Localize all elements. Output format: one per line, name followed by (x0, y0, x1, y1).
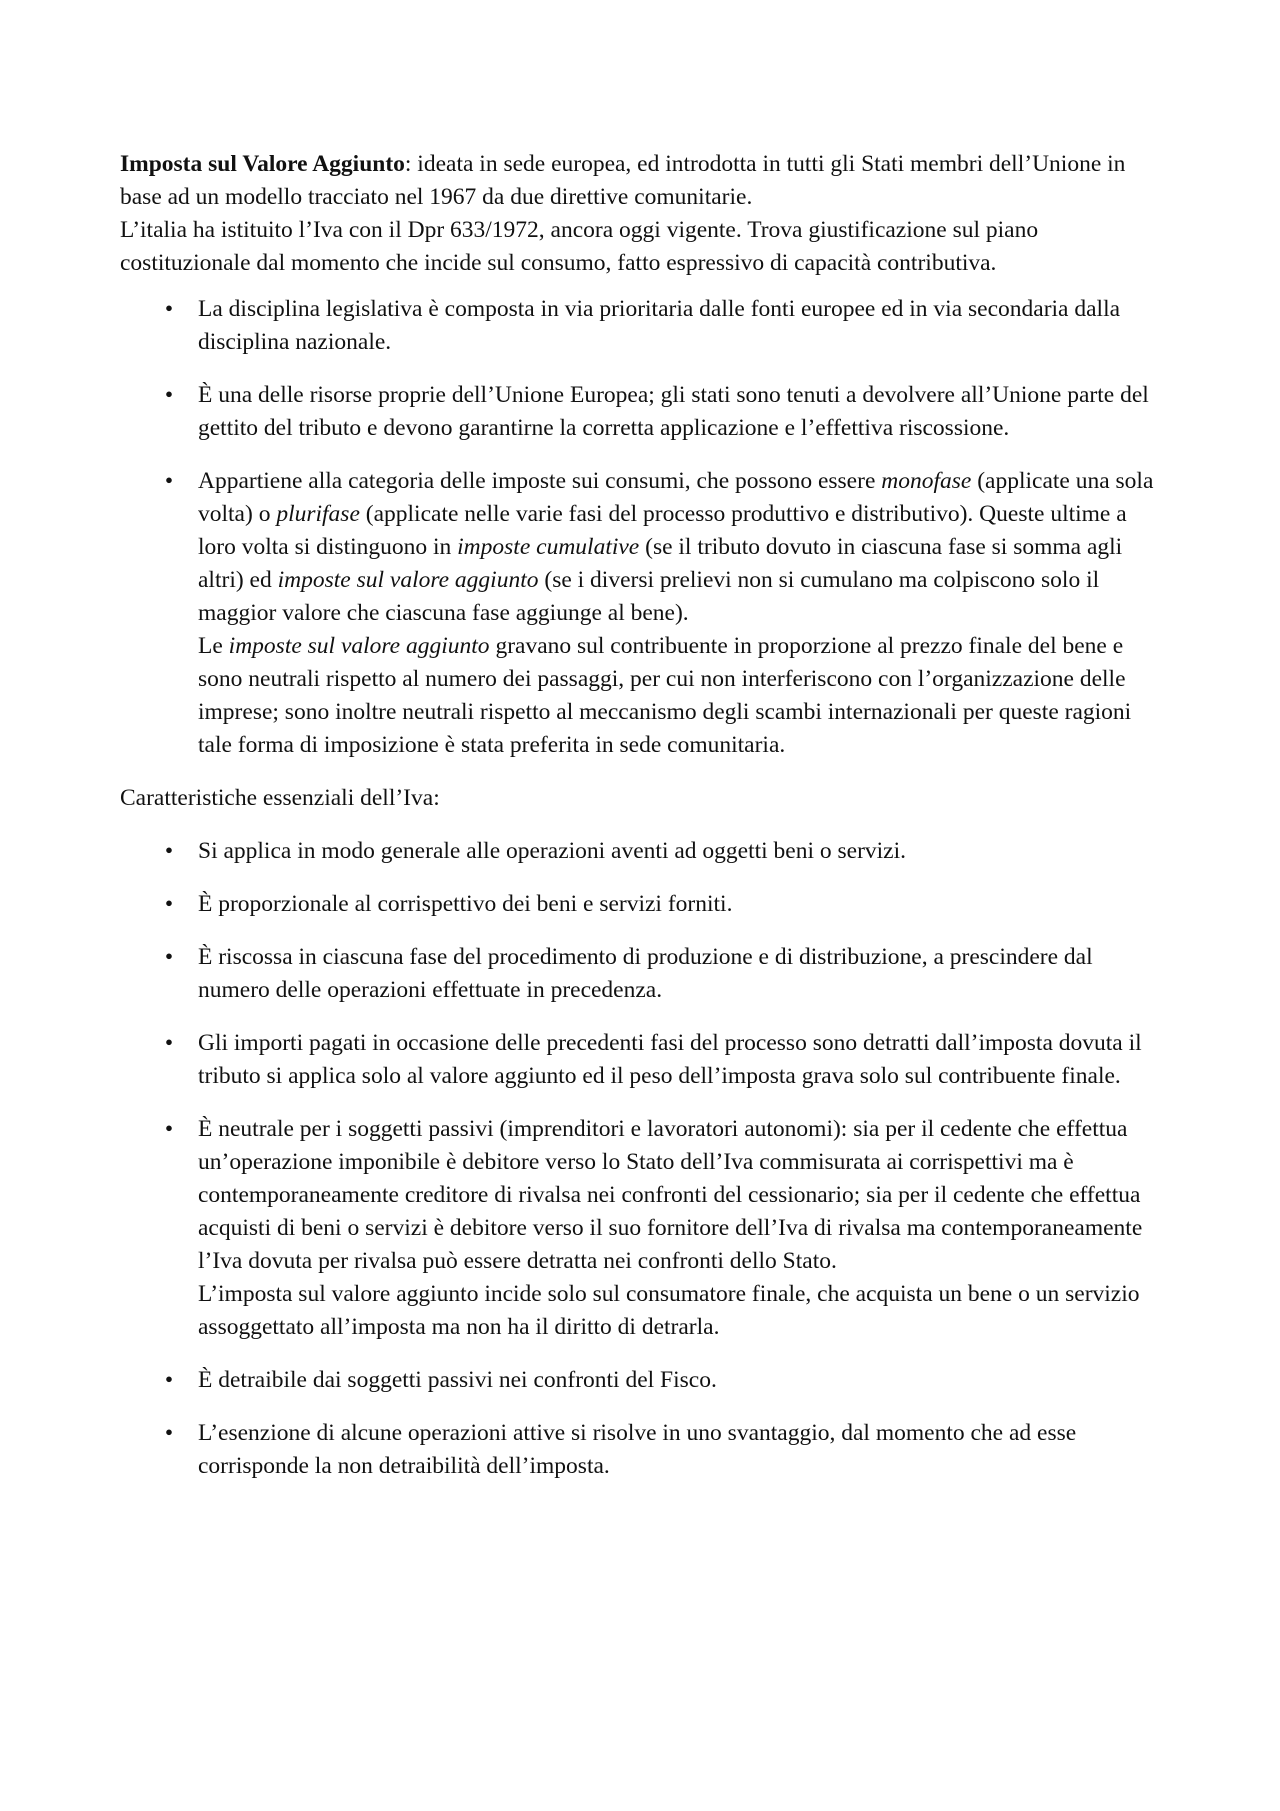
list-item (120, 1113, 1165, 1344)
list-item-text (198, 1116, 1142, 1340)
term-imposte-valore-aggiunto: imposte sul valore aggiunto (228, 633, 490, 659)
list-item-text: Gli importi pagati in occasione delle precedenti fasi del processo sono detratti dall’imposta dovuta il tributo si applica solo al valore aggiunto ed il peso dell’imposta grava solo sul contribuente finale. (198, 1030, 1142, 1089)
list-item-text: È riscossa in ciascuna fase del procedimento di produzione e di distribuzione, a prescindere dal numero delle operazioni effettuate in precedenza. (198, 944, 1093, 1003)
bullet-icon: • (164, 1116, 174, 1142)
bullet-icon: • (164, 1030, 174, 1056)
term-plurifase: plurifase (276, 501, 360, 527)
list-item (120, 941, 1165, 1007)
list-item-text (198, 468, 1153, 758)
list-item (120, 1364, 1165, 1397)
text-run: (se i diversi prelievi non si cumulano ma colpiscono solo il maggior valore che ciascuna fase aggiunge al bene). (198, 567, 1100, 626)
term-monofase: monofase (881, 468, 972, 494)
section-heading: Caratteristiche essenziali dell’Iva: (120, 785, 440, 811)
intro-paragraph (120, 148, 1165, 280)
document-title: Imposta sul Valore Aggiunto (120, 151, 405, 177)
bullet-list-1 (120, 293, 1165, 762)
list-item (120, 888, 1165, 921)
text-run: gravano sul contribuente in proporzione al prezzo finale del bene e sono neutrali rispetto al numero dei passaggi, per cui non interferiscono con l’organizzazione delle imprese; sono inoltre neutrali rispetto al meccanismo degli scambi internazionali per queste ragioni tale forma di imposizione è stata preferita in sede comunitaria. (198, 633, 1132, 758)
list-item-text: È una delle risorse proprie dell’Unione Europea; gli stati sono tenuti a devolvere all’Unione parte del gettito del tributo e devono garantirne la corretta applicazione e l’effettiva riscossione. (198, 382, 1149, 441)
list-item (120, 379, 1165, 445)
list-item-text: L’esenzione di alcune operazioni attive si risolve in uno svantaggio, dal momento che ad esse corrisponde la non detraibilità dell’imposta. (198, 1420, 1077, 1479)
list-item (120, 465, 1165, 762)
bullet-icon: • (164, 468, 174, 494)
list-item-text: È proporzionale al corrispettivo dei beni e servizi forniti. (198, 891, 733, 917)
list-item (120, 1417, 1165, 1483)
list-item-text: È detraibile dai soggetti passivi nei confronti del Fisco. (198, 1367, 717, 1393)
term-imposte-cumulative: imposte cumulative (457, 534, 640, 560)
text-run: (se il tributo dovuto in ciascuna fase si somma agli altri) ed (198, 534, 1123, 593)
bullet-icon: • (164, 944, 174, 970)
bullet-icon: • (164, 382, 174, 408)
bullet-icon: • (164, 1367, 174, 1393)
bullet-icon: • (164, 296, 174, 322)
text-run: Le (198, 633, 229, 659)
text-run: È neutrale per i soggetti passivi (imprenditori e lavoratori autonomi): sia per il cedente che effettua un’operazione imponibile è debitore verso lo Stato dell’Iva commisurata ai corrispettivi ma è contemporaneamente creditore di rivalsa nei confronti del cessionario; sia per il cedente che effettua acquisti di beni o servizi è debitore verso il suo fornitore dell’Iva di rivalsa ma contemporaneamente l’Iva dovuta per rivalsa può essere detratta nei confronti dello Stato. (198, 1116, 1143, 1274)
bullet-icon: • (164, 838, 174, 864)
bullet-icon: • (164, 891, 174, 917)
intro-text-2: L’italia ha istituito l’Iva con il Dpr 633/1972, ancora oggi vigente. Trova giustificazione sul piano costituzionale dal momento che incide sul consumo, fatto espressivo di capacità contributiva. (120, 217, 1039, 276)
document-page (120, 148, 1165, 1503)
list-item (120, 1027, 1165, 1093)
bullet-list-2 (120, 835, 1165, 1483)
list-item-text: La disciplina legislativa è composta in via prioritaria dalle fonti europee ed in via secondaria dalla disciplina nazionale. (198, 296, 1121, 355)
text-run: Appartiene alla categoria delle imposte sui consumi, che possono essere (198, 468, 882, 494)
text-run: (applicate una sola volta) o (198, 468, 1154, 527)
list-item-text: Si applica in modo generale alle operazioni aventi ad oggetti beni o servizi. (198, 838, 907, 864)
bullet-icon: • (164, 1420, 174, 1446)
text-run: L’imposta sul valore aggiunto incide solo sul consumatore finale, che acquista un bene o un servizio assoggettato all’imposta ma non ha il diritto di detrarla. (198, 1281, 1140, 1340)
text-run: (applicate nelle varie fasi del processo produttivo e distributivo). Queste ultime a loro volta si distinguono in (198, 501, 1127, 560)
list-item (120, 293, 1165, 359)
term-imposte-valore-aggiunto: imposte sul valore aggiunto (277, 567, 539, 593)
list-item (120, 835, 1165, 868)
intro-text: : ideata in sede europea, ed introdotta in tutti gli Stati membri dell’Unione in base ad un modello tracciato nel 1967 da due direttive comunitarie. (120, 151, 1126, 210)
